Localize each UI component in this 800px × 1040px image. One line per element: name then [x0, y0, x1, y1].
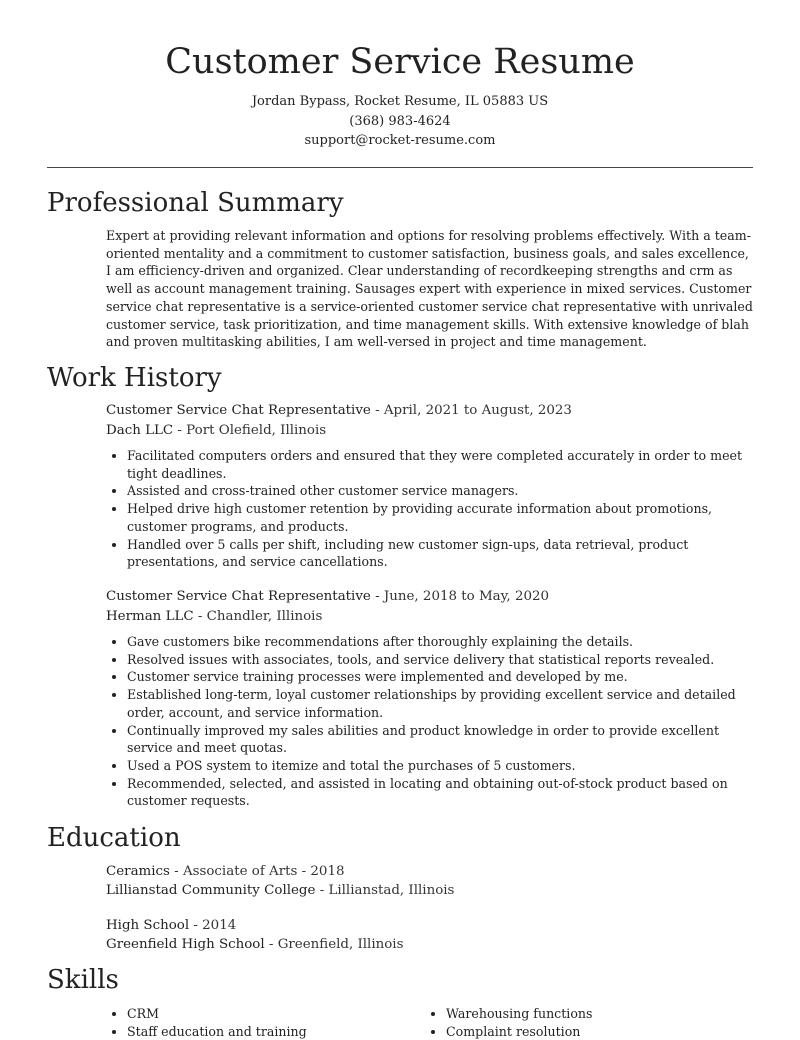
education-2-school-line [106, 935, 403, 954]
list-item: • Facilitated computers orders and ensured that they were completed accurately in order to meet tight deadlines. [127, 447, 754, 482]
resume-name: Customer Service Resume [165, 42, 635, 82]
job-1-bullets [106, 447, 754, 571]
job-2-location: - Chandler, Illinois [193, 609, 323, 624]
list-item: • Resolved issues with associates, tools, and service delivery that statistical reports revealed. [127, 651, 754, 669]
list-item: • Warehousing functions [446, 1005, 746, 1023]
list-item: • Assisted and cross-trained other customer service managers. [127, 482, 754, 500]
list-item: • Helped drive high customer retention by providing accurate information about promotions, customer programs, and products. [127, 500, 754, 535]
job-1-location: - Port Olefield, Illinois [173, 423, 327, 438]
list-item: • CRM [127, 1005, 427, 1023]
education-2-degree: High School [106, 918, 190, 933]
list-item: • Continually improved my sales abilities and product knowledge in order to provide excellent service and meet quotas. [127, 722, 754, 757]
education-2-detail: - 2014 [189, 918, 237, 933]
contact-info [47, 92, 753, 151]
list-item: • Handled over 5 calls per shift, including new customer sign-ups, data retrieval, product presentations, and service cancellations. [127, 536, 754, 571]
contact-address: Jordan Bypass, Rocket Resume, IL 05883 US [251, 94, 549, 109]
education-heading: Education [47, 823, 181, 853]
education-2-location: - Greenfield, Illinois [264, 937, 404, 952]
education-1-school: Lillianstad Community College [106, 883, 316, 898]
job-1-position: Customer Service Chat Representative [106, 403, 371, 418]
job-1-dates: - April, 2021 to August, 2023 [370, 403, 572, 418]
header-divider [47, 167, 753, 168]
job-2-position: Customer Service Chat Representative [106, 589, 371, 604]
job-1-company-line [106, 421, 326, 440]
skills-heading: Skills [47, 965, 119, 995]
resume-header [47, 40, 753, 151]
education-2-degree-line [106, 916, 236, 935]
education-1-degree: Ceramics [106, 864, 170, 879]
list-item: • Gave customers bike recommendations after thoroughly explaining the details. [127, 633, 754, 651]
summary-text: Expert at providing relevant information and options for resolving problems effectively. With a team-oriented mentality and a commitment to customer satisfaction, business goals, and sales excellence, I am efficiency-driven and organized. Clear understanding of recordkeeping strengths and crm as well as account management training. Sausages expert with experience in mixed services. Customer service chat representative is a service-oriented customer service chat representative with unrivaled customer service, task prioritization, and time management skills. With extensive knowledge of blah and proven multitasking abilities, I am well-versed in project and time management. [106, 228, 753, 350]
job-1-company: Dach LLC [106, 423, 174, 438]
contact-email[interactable]: support@rocket-resume.com [304, 133, 496, 148]
job-2-title-line [106, 587, 549, 606]
job-2-company-line [106, 607, 322, 626]
education-2-school: Greenfield High School [106, 937, 265, 952]
job-1-title-line [106, 401, 572, 420]
job-2-dates: - June, 2018 to May, 2020 [370, 589, 550, 604]
list-item: • Complaint resolution [446, 1023, 746, 1040]
list-item: • Used a POS system to itemize and total the purchases of 5 customers. [127, 757, 754, 775]
list-item: • Staff education and training [127, 1023, 427, 1040]
contact-phone: (368) 983-4624 [349, 113, 451, 129]
education-1-degree-line [106, 862, 344, 881]
education-1-location: - Lillianstad, Illinois [315, 883, 455, 898]
summary-heading: Professional Summary [47, 188, 344, 218]
job-2-bullets [106, 633, 754, 810]
list-item: • Customer service training processes were implemented and developed by me. [127, 668, 754, 686]
list-item: • Recommended, selected, and assisted in locating and obtaining out-of-stock product based on customer requests. [127, 775, 754, 810]
work-history-heading: Work History [47, 363, 222, 393]
education-1-detail: - Associate of Arts - 2018 [169, 864, 345, 879]
job-2-company: Herman LLC [106, 609, 194, 624]
education-1-school-line [106, 881, 454, 900]
list-item: • Established long-term, loyal customer relationships by providing excellent service and detailed order, account, and service information. [127, 686, 754, 721]
